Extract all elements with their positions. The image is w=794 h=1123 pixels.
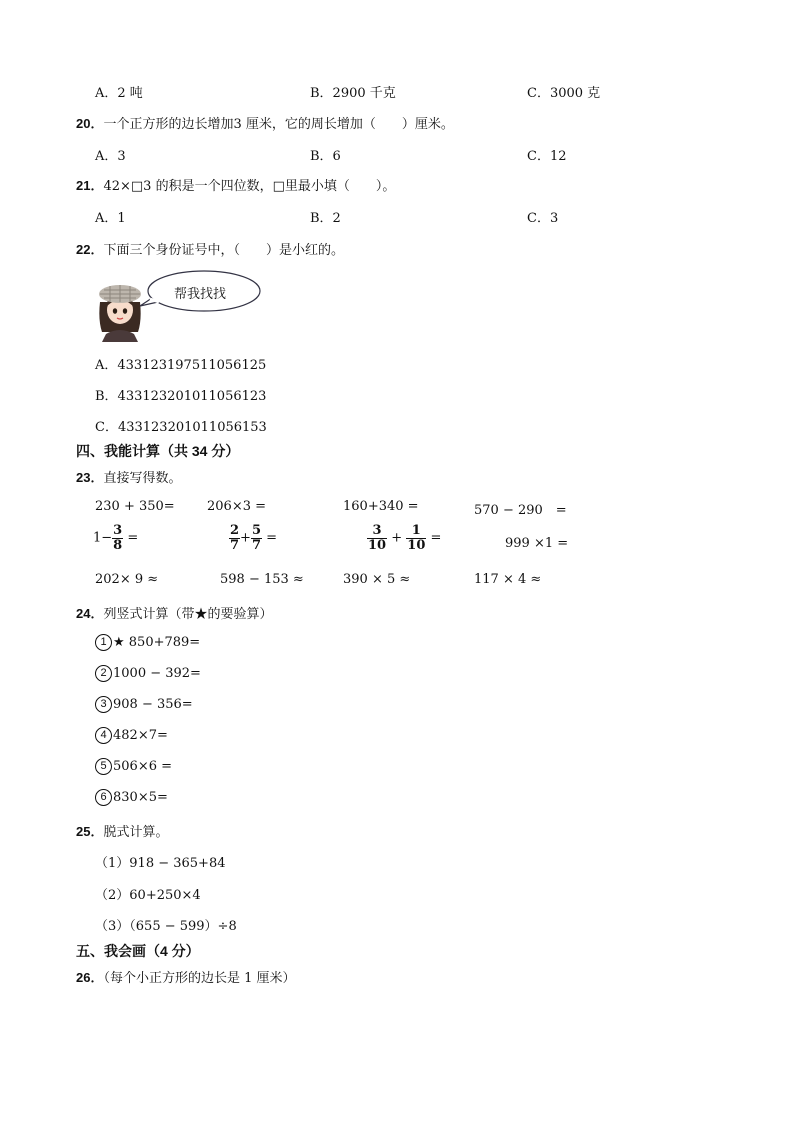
- calc-fraction-2: [229, 524, 277, 552]
- calc-fraction-4: 999 ×1 =: [505, 536, 569, 551]
- question-text: 列竖式计算（带★的要验算）: [103, 607, 273, 622]
- calc-4: 570 − 290 =: [474, 503, 567, 518]
- vertical-calc-1: [95, 634, 200, 651]
- q21-option-b: B．2: [310, 211, 341, 226]
- vertical-calc-5: [95, 758, 172, 775]
- numerator: 5: [251, 523, 261, 538]
- operator: +: [391, 530, 403, 546]
- denominator: 10: [407, 537, 426, 553]
- vertical-calc-2: [95, 665, 201, 682]
- vertical-calc-3: [95, 696, 193, 713]
- q21-option-a: A．1: [95, 211, 126, 226]
- numerator: 1: [411, 523, 421, 538]
- q19-option-c: C．3000 克: [527, 86, 601, 101]
- circled-number-3: 3: [95, 696, 112, 713]
- q20-option-c: C．12: [527, 149, 567, 164]
- speech-bubble-text: 帮我找找: [174, 287, 227, 302]
- question-text: 脱式计算。: [103, 825, 169, 840]
- step-calc-2: （2）60+250×4: [95, 888, 201, 903]
- section-title-5: 五、我会画（4 分）: [76, 943, 200, 959]
- numerator: 3: [372, 523, 382, 538]
- calc-expression: 506×6 =: [113, 759, 173, 774]
- calc-expression: ★ 850+789=: [113, 635, 201, 650]
- denominator: 10: [368, 537, 387, 553]
- q20-option-a: A．3: [95, 149, 126, 164]
- fraction: [251, 524, 262, 552]
- denominator: 8: [113, 537, 123, 553]
- question-number: 25．: [76, 824, 104, 839]
- step-calc-1: （1）918 − 365+84: [95, 856, 226, 871]
- question-24: [76, 603, 272, 622]
- question-text: （每个小正方形的边长是 1 厘米）: [103, 971, 296, 986]
- q19-option-b: B．2900 千克: [310, 86, 396, 101]
- question-26: [76, 967, 296, 986]
- circled-number-4: 4: [95, 727, 112, 744]
- step-calc-3: （3）（655 − 599）÷8: [95, 919, 237, 934]
- calc-suffix: =: [262, 530, 278, 546]
- denominator: 7: [251, 537, 261, 553]
- question-number: 20．: [76, 116, 104, 131]
- denominator: 7: [230, 537, 240, 553]
- question-number: 22．: [76, 242, 104, 257]
- circled-number-1: 1: [95, 634, 112, 651]
- q22-option-a: A．433123197511056125: [95, 358, 267, 373]
- question-21: [76, 175, 395, 194]
- estimate-1: 202× 9 ≈: [95, 572, 159, 587]
- calc-1: 230 + 350=: [95, 499, 175, 514]
- estimate-4: 117 × 4 ≈: [474, 572, 542, 587]
- numerator: 2: [230, 523, 240, 538]
- calc-expression: 482×7=: [113, 728, 168, 743]
- calc-expression: 830×5=: [113, 790, 168, 805]
- fraction: [229, 524, 240, 552]
- q20-option-b: B．6: [310, 149, 341, 164]
- calc-expression: 1000 − 392=: [113, 666, 201, 681]
- question-number: 21．: [76, 178, 104, 193]
- q21-option-c: C．3: [527, 211, 559, 226]
- operator: +: [240, 530, 251, 546]
- calc-prefix: 1−: [93, 530, 113, 546]
- question-number: 26．: [76, 970, 104, 985]
- question-23: [76, 467, 181, 486]
- calc-3: 160+340 =: [343, 499, 419, 514]
- fraction: [367, 524, 387, 552]
- q22-option-b: B．433123201011056123: [95, 389, 267, 404]
- question-number: 23．: [76, 470, 104, 485]
- fraction: [406, 524, 426, 552]
- question-22: [76, 239, 344, 258]
- question-text: 42×□3 的积是一个四位数，□里最小填（ ）。: [103, 179, 396, 194]
- numerator: 3: [113, 523, 123, 538]
- vertical-calc-6: [95, 789, 168, 806]
- question-text: 直接写得数。: [103, 471, 182, 486]
- calc-fraction-3: [367, 524, 441, 552]
- estimate-2: 598 − 153 ≈: [220, 572, 304, 587]
- vertical-calc-4: [95, 727, 168, 744]
- estimate-3: 390 × 5 ≈: [343, 572, 411, 587]
- q19-option-a: A．2 吨: [95, 86, 143, 101]
- question-text: 一个正方形的边长增加3 厘米，它的周长增加（ ）厘米。: [103, 117, 454, 132]
- calc-fraction-1: [93, 524, 138, 552]
- question-text: 下面三个身份证号中，（ ）是小红的。: [103, 243, 344, 258]
- q22-option-c: C．433123201011056153: [95, 420, 267, 435]
- calc-2: 206×3 =: [207, 499, 267, 514]
- calc-suffix: =: [426, 530, 442, 546]
- question-25: [76, 821, 168, 840]
- calc-expression: 908 − 356=: [113, 697, 193, 712]
- circled-number-2: 2: [95, 665, 112, 682]
- calc-suffix: =: [123, 530, 139, 546]
- circled-number-5: 5: [95, 758, 112, 775]
- fraction: [112, 524, 123, 552]
- question-number: 24．: [76, 606, 104, 621]
- question-20: [76, 113, 454, 132]
- circled-number-6: 6: [95, 789, 112, 806]
- section-title-4: 四、我能计算（共 34 分）: [76, 443, 240, 459]
